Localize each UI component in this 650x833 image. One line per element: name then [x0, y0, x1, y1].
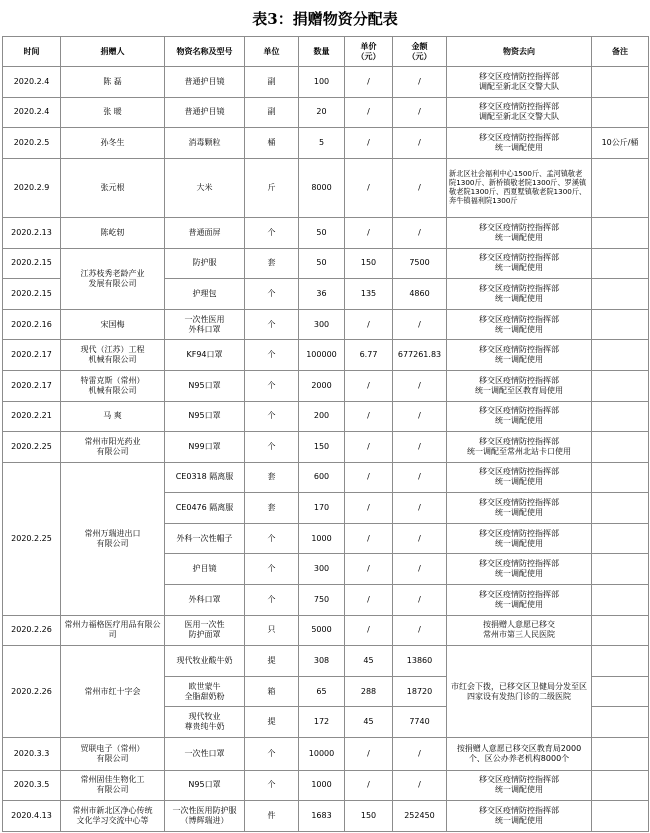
- cell-qty: 172: [299, 707, 345, 738]
- cell-amount: /: [393, 738, 447, 771]
- cell-donor: 宋国梅: [61, 309, 165, 340]
- cell-destination: 移交区疫情防控指挥部 统一调配使用: [447, 493, 592, 524]
- cell-donor: 常州市红十字会: [61, 646, 165, 738]
- cell-amount: 4860: [393, 279, 447, 310]
- cell-date: 2020.2.25: [3, 432, 61, 463]
- cell-qty: 170: [299, 493, 345, 524]
- table-row: [3, 67, 649, 98]
- cell-price: 45: [345, 646, 393, 677]
- cell-item: 现代牧业 尊贵纯牛奶: [165, 707, 245, 738]
- cell-destination: 移交区疫情防控指挥部 统一调配使用: [447, 523, 592, 554]
- cell-donor: 马 爽: [61, 401, 165, 432]
- cell-date: 2020.2.13: [3, 217, 61, 248]
- cell-qty: 300: [299, 309, 345, 340]
- cell-price: 6.77: [345, 340, 393, 371]
- cell-item: 欧世蒙牛 全脂甜奶粉: [165, 676, 245, 707]
- cell-amount: /: [393, 462, 447, 493]
- cell-amount: 7740: [393, 707, 447, 738]
- table-row: [3, 217, 649, 248]
- cell-destination: 移交区疫情防控指挥部 统一调配至常州北站卡口使用: [447, 432, 592, 463]
- cell-qty: 50: [299, 248, 345, 279]
- cell-unit: 个: [245, 523, 299, 554]
- cell-item: N95口罩: [165, 401, 245, 432]
- cell-date: 2020.2.16: [3, 309, 61, 340]
- cell-amount: /: [393, 770, 447, 801]
- table-row: [3, 128, 649, 159]
- cell-donor: 江苏枝秀老龄产业 发展有限公司: [61, 248, 165, 309]
- cell-amount: /: [393, 309, 447, 340]
- cell-donor: 张 暖: [61, 97, 165, 128]
- table-row: [3, 770, 649, 801]
- cell-item: 消毒颗粒: [165, 128, 245, 159]
- cell-amount: /: [393, 615, 447, 646]
- cell-unit: 套: [245, 462, 299, 493]
- cell-qty: 2000: [299, 370, 345, 401]
- table-row: [3, 97, 649, 128]
- cell-amount: /: [393, 370, 447, 401]
- cell-destination: 按捐赠人意愿已移交区教育局2000个、区公办养老机构8000个: [447, 738, 592, 771]
- cell-note: [592, 493, 649, 524]
- cell-unit: 个: [245, 279, 299, 310]
- cell-date: 2020.2.5: [3, 128, 61, 159]
- cell-destination: 移交区疫情防控指挥部 统一调配使用: [447, 585, 592, 616]
- cell-item: N95口罩: [165, 370, 245, 401]
- cell-unit: 只: [245, 615, 299, 646]
- header-amount: 金额 （元）: [393, 37, 447, 67]
- cell-unit: 个: [245, 770, 299, 801]
- cell-destination: 移交区疫情防控指挥部 统一调配使用: [447, 248, 592, 279]
- header-item: 物资名称及型号: [165, 37, 245, 67]
- cell-note: [592, 554, 649, 585]
- cell-destination: 移交区疫情防控指挥部 统一调配使用: [447, 340, 592, 371]
- cell-destination: 移交区疫情防控指挥部 统一调配使用: [447, 128, 592, 159]
- cell-qty: 50: [299, 217, 345, 248]
- cell-qty: 8000: [299, 158, 345, 217]
- cell-note: [592, 279, 649, 310]
- cell-price: /: [345, 128, 393, 159]
- cell-amount: /: [393, 67, 447, 98]
- cell-donor: 现代（江苏）工程 机械有限公司: [61, 340, 165, 371]
- cell-price: /: [345, 370, 393, 401]
- cell-amount: /: [393, 432, 447, 463]
- cell-note: 10公斤/桶: [592, 128, 649, 159]
- cell-destination: 移交区疫情防控指挥部 统一调配使用: [447, 554, 592, 585]
- cell-qty: 150: [299, 432, 345, 463]
- cell-item: 外科一次性帽子: [165, 523, 245, 554]
- cell-qty: 5000: [299, 615, 345, 646]
- cell-destination: 移交区疫情防控指挥部 统一调配使用: [447, 401, 592, 432]
- cell-note: [592, 97, 649, 128]
- cell-destination: 移交区疫情防控指挥部 统一调配使用: [447, 279, 592, 310]
- cell-destination: 移交区疫情防控指挥部 统一调配使用: [447, 462, 592, 493]
- cell-date: 2020.3.3: [3, 738, 61, 771]
- cell-note: [592, 615, 649, 646]
- cell-date: 2020.2.15: [3, 279, 61, 310]
- cell-note: [592, 585, 649, 616]
- header-date: 时间: [3, 37, 61, 67]
- cell-destination: 新北区社会福利中心1500斤、孟河镇敬老院1300斤、新桥镇敬老院1300斤、罗溪镇敬老院1300斤、西夏墅镇敬老院1300斤、奔牛镇福利院1300斤: [447, 158, 592, 217]
- cell-note: [592, 401, 649, 432]
- cell-amount: /: [393, 97, 447, 128]
- cell-note: [592, 217, 649, 248]
- table-row: [3, 462, 649, 493]
- cell-qty: 65: [299, 676, 345, 707]
- cell-qty: 200: [299, 401, 345, 432]
- cell-price: /: [345, 738, 393, 771]
- cell-amount: /: [393, 554, 447, 585]
- table-row: [3, 738, 649, 771]
- cell-donor: 常州市阳光药业 有限公司: [61, 432, 165, 463]
- cell-date: 2020.2.17: [3, 340, 61, 371]
- header-row: [3, 37, 649, 67]
- cell-date: 2020.2.26: [3, 615, 61, 646]
- cell-note: [592, 770, 649, 801]
- cell-note: [592, 309, 649, 340]
- table-row: [3, 158, 649, 217]
- cell-price: 288: [345, 676, 393, 707]
- cell-date: 2020.2.26: [3, 646, 61, 738]
- cell-unit: 桶: [245, 128, 299, 159]
- table-row: [3, 801, 649, 832]
- cell-donor: 孙冬生: [61, 128, 165, 159]
- table-row: [3, 432, 649, 463]
- cell-price: /: [345, 67, 393, 98]
- cell-destination: 移交区疫情防控指挥部 统一调配使用: [447, 309, 592, 340]
- table-row: [3, 646, 649, 677]
- cell-item: CE0476 隔离服: [165, 493, 245, 524]
- cell-price: /: [345, 615, 393, 646]
- cell-item: N95口罩: [165, 770, 245, 801]
- cell-amount: 18720: [393, 676, 447, 707]
- cell-item: 一次性医用防护服 （博辉瑞进）: [165, 801, 245, 832]
- cell-qty: 1000: [299, 523, 345, 554]
- cell-donor: 常州市新北区净心传统 文化学习交流中心等: [61, 801, 165, 832]
- cell-price: 45: [345, 707, 393, 738]
- cell-item: CE0318 隔离服: [165, 462, 245, 493]
- cell-item: 一次性医用 外科口罩: [165, 309, 245, 340]
- cell-qty: 308: [299, 646, 345, 677]
- donation-allocation-table: [2, 36, 649, 832]
- cell-unit: 斤: [245, 158, 299, 217]
- cell-destination: 移交区疫情防控指挥部 调配至新北区交警大队: [447, 67, 592, 98]
- cell-date: 2020.2.25: [3, 462, 61, 615]
- cell-unit: 提: [245, 707, 299, 738]
- table-row: [3, 370, 649, 401]
- table-row: [3, 248, 649, 279]
- cell-unit: 个: [245, 738, 299, 771]
- cell-amount: /: [393, 158, 447, 217]
- cell-donor: 常州力福格医疗用品有限公司: [61, 615, 165, 646]
- cell-donor: 陈屹轫: [61, 217, 165, 248]
- cell-note: [592, 738, 649, 771]
- cell-unit: 个: [245, 340, 299, 371]
- cell-donor: 常州固佳生物化工 有限公司: [61, 770, 165, 801]
- cell-price: 150: [345, 801, 393, 832]
- cell-item: 现代牧业酸牛奶: [165, 646, 245, 677]
- table-row: [3, 615, 649, 646]
- cell-unit: 件: [245, 801, 299, 832]
- cell-price: /: [345, 432, 393, 463]
- cell-date: 2020.3.5: [3, 770, 61, 801]
- cell-unit: 套: [245, 493, 299, 524]
- cell-item: 普通护目镜: [165, 97, 245, 128]
- cell-price: /: [345, 158, 393, 217]
- cell-qty: 1683: [299, 801, 345, 832]
- cell-unit: 副: [245, 97, 299, 128]
- cell-note: [592, 676, 649, 707]
- cell-price: /: [345, 462, 393, 493]
- cell-item: 医用一次性 防护面罩: [165, 615, 245, 646]
- cell-item: 防护服: [165, 248, 245, 279]
- cell-amount: 677261.83: [393, 340, 447, 371]
- cell-donor: 张元根: [61, 158, 165, 217]
- cell-amount: /: [393, 585, 447, 616]
- cell-unit: 套: [245, 248, 299, 279]
- cell-unit: 个: [245, 432, 299, 463]
- cell-price: /: [345, 523, 393, 554]
- cell-date: 2020.2.15: [3, 248, 61, 279]
- cell-qty: 750: [299, 585, 345, 616]
- cell-item: 护目镜: [165, 554, 245, 585]
- cell-note: [592, 432, 649, 463]
- header-unit: 单位: [245, 37, 299, 67]
- cell-date: 2020.2.17: [3, 370, 61, 401]
- cell-note: [592, 462, 649, 493]
- cell-unit: 个: [245, 585, 299, 616]
- cell-unit: 副: [245, 67, 299, 98]
- table-row: [3, 309, 649, 340]
- cell-qty: 100000: [299, 340, 345, 371]
- cell-qty: 100: [299, 67, 345, 98]
- cell-qty: 36: [299, 279, 345, 310]
- header-destination: 物资去向: [447, 37, 592, 67]
- cell-note: [592, 523, 649, 554]
- cell-item: N99口罩: [165, 432, 245, 463]
- cell-destination: 移交区疫情防控指挥部 统一调配至区教育局使用: [447, 370, 592, 401]
- cell-amount: /: [393, 523, 447, 554]
- cell-unit: 个: [245, 370, 299, 401]
- cell-donor: 特雷克斯（常州） 机械有限公司: [61, 370, 165, 401]
- cell-donor: 贸联电子（常州） 有限公司: [61, 738, 165, 771]
- cell-amount: 13860: [393, 646, 447, 677]
- table-title: 表3：捐赠物资分配表: [252, 9, 398, 28]
- cell-item: 大米: [165, 158, 245, 217]
- cell-price: /: [345, 217, 393, 248]
- cell-destination: 移交区疫情防控指挥部 统一调配使用: [447, 217, 592, 248]
- cell-qty: 5: [299, 128, 345, 159]
- cell-date: 2020.4.13: [3, 801, 61, 832]
- cell-note: [592, 801, 649, 832]
- cell-unit: 个: [245, 401, 299, 432]
- cell-note: [592, 646, 649, 677]
- cell-price: /: [345, 493, 393, 524]
- cell-note: [592, 707, 649, 738]
- cell-destination: 移交区疫情防控指挥部 统一调配使用: [447, 770, 592, 801]
- cell-amount: 252450: [393, 801, 447, 832]
- cell-item: 普通护目镜: [165, 67, 245, 98]
- cell-item: 一次性口罩: [165, 738, 245, 771]
- header-price: 单价 （元）: [345, 37, 393, 67]
- cell-item: KF94口罩: [165, 340, 245, 371]
- header-note: 备注: [592, 37, 649, 67]
- cell-price: /: [345, 309, 393, 340]
- cell-date: 2020.2.4: [3, 67, 61, 98]
- cell-qty: 1000: [299, 770, 345, 801]
- cell-destination: 按捐赠人意愿已移交 常州市第三人民医院: [447, 615, 592, 646]
- cell-destination: 移交区疫情防控指挥部 统一调配使用: [447, 801, 592, 832]
- cell-item: 护理包: [165, 279, 245, 310]
- cell-amount: /: [393, 493, 447, 524]
- cell-date: 2020.2.9: [3, 158, 61, 217]
- cell-price: /: [345, 585, 393, 616]
- cell-price: /: [345, 401, 393, 432]
- cell-unit: 个: [245, 217, 299, 248]
- cell-amount: 7500: [393, 248, 447, 279]
- header-qty: 数量: [299, 37, 345, 67]
- cell-qty: 300: [299, 554, 345, 585]
- cell-note: [592, 67, 649, 98]
- cell-amount: /: [393, 401, 447, 432]
- cell-note: [592, 248, 649, 279]
- cell-unit: 箱: [245, 676, 299, 707]
- cell-destination: 市红会下拨，已移交区卫健局分发至区四家设有发热门诊的二级医院: [447, 646, 592, 738]
- cell-qty: 10000: [299, 738, 345, 771]
- cell-price: /: [345, 97, 393, 128]
- cell-price: /: [345, 554, 393, 585]
- table-row: [3, 401, 649, 432]
- cell-item: 外科口罩: [165, 585, 245, 616]
- cell-unit: 个: [245, 554, 299, 585]
- cell-qty: 600: [299, 462, 345, 493]
- cell-price: /: [345, 770, 393, 801]
- cell-note: [592, 370, 649, 401]
- cell-donor: 常州万瑞进出口 有限公司: [61, 462, 165, 615]
- cell-note: [592, 158, 649, 217]
- cell-note: [592, 340, 649, 371]
- header-donor: 捐赠人: [61, 37, 165, 67]
- cell-destination: 移交区疫情防控指挥部 调配至新北区交警大队: [447, 97, 592, 128]
- cell-price: 135: [345, 279, 393, 310]
- cell-item: 普通面屏: [165, 217, 245, 248]
- cell-amount: /: [393, 128, 447, 159]
- cell-date: 2020.2.4: [3, 97, 61, 128]
- cell-qty: 20: [299, 97, 345, 128]
- cell-unit: 个: [245, 309, 299, 340]
- table-row: [3, 340, 649, 371]
- cell-donor: 陈 磊: [61, 67, 165, 98]
- cell-price: 150: [345, 248, 393, 279]
- cell-date: 2020.2.21: [3, 401, 61, 432]
- cell-amount: /: [393, 217, 447, 248]
- cell-unit: 提: [245, 646, 299, 677]
